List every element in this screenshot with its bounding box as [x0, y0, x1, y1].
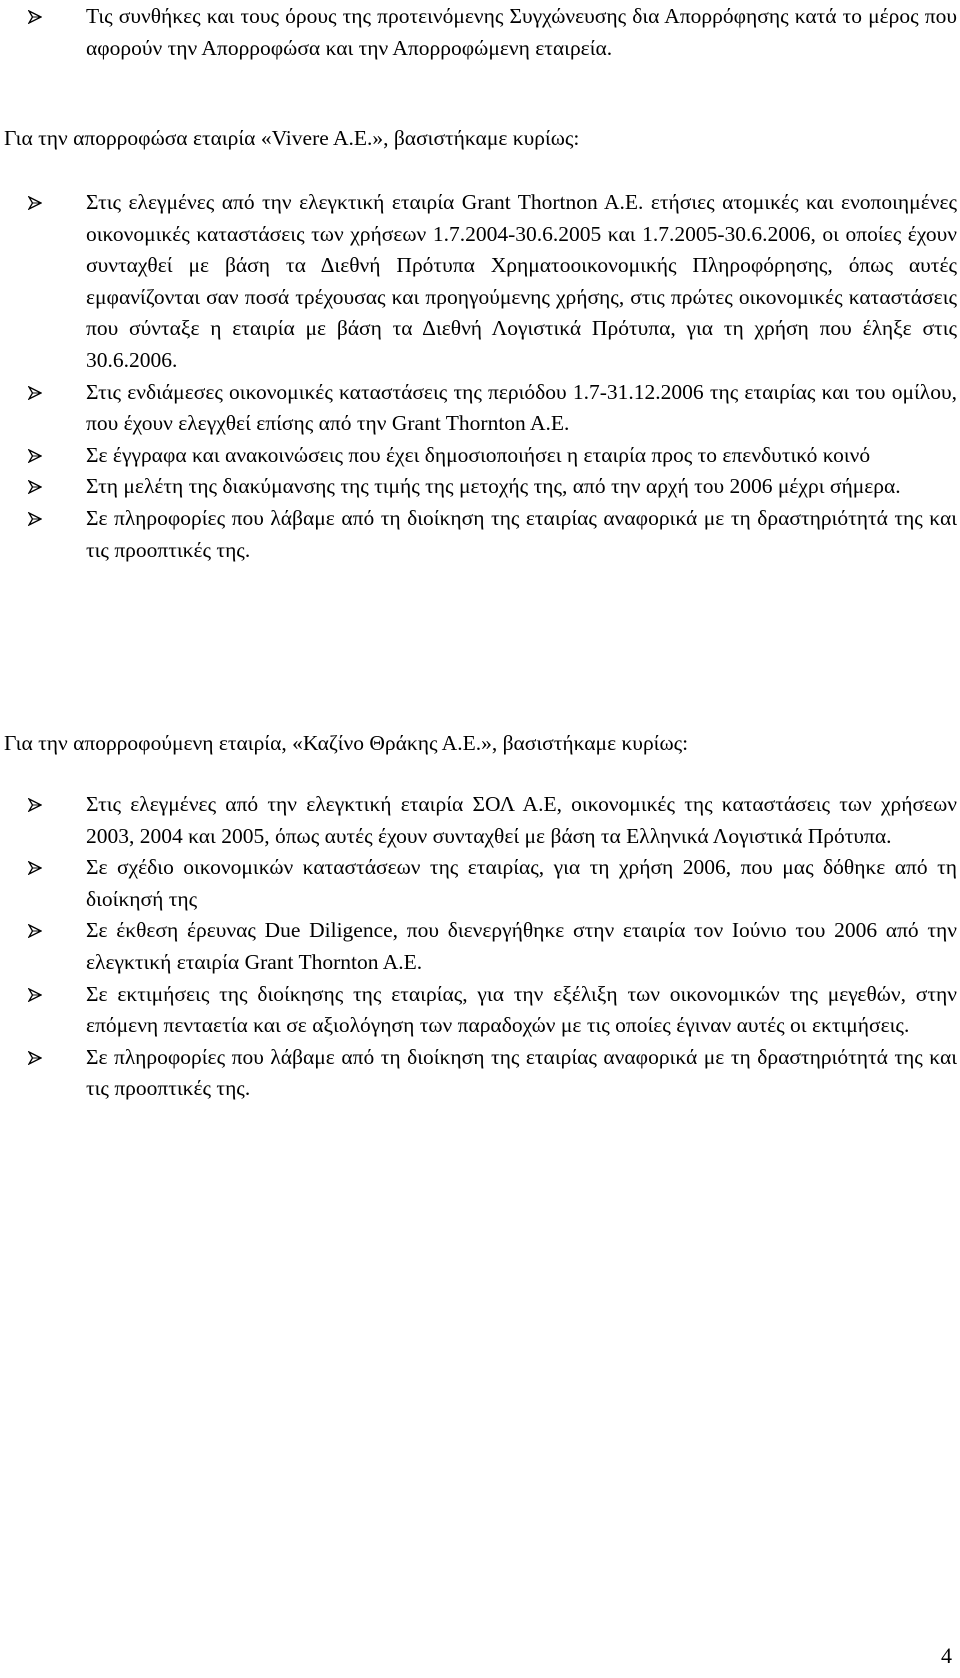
- list-item: [0, 915, 960, 978]
- arrowhead-bullet-icon: [28, 10, 42, 24]
- arrowhead-bullet-icon: [28, 480, 42, 494]
- list-item: [0, 377, 960, 440]
- arrowhead-bullet-icon: [28, 988, 42, 1002]
- list-item: [0, 187, 960, 377]
- list-item-text: Σε σχέδιο οικονομικών καταστάσεων της εταιρίας, για τη χρήση 2006, που μας δόθηκε από τη διοίκησή της: [86, 855, 957, 911]
- list-item: [0, 789, 960, 852]
- list-item-text: Στις ελεγμένες από την ελεγκτική εταιρία Grant Thortnon A.E. ετήσιες ατομικές και ενοποιημένες οικονομικές καταστάσεις των χρήσεων 1.7.2004-30.6.2005 και 1.7.2005-30.6.2006, οι οποίες έχουν συνταχθεί με βάση τα Διεθνή Πρότυπα Χρηματοοικονομικής Πληροφόρησης, όπως αυτές εμφανίζονται σαν ποσά τρέχουσας και προηγούμενης χρήσης, στις πρώτες οικονομικές καταστάσεις που σύνταξε η εταιρία με βάση τα Διεθνή Λογιστικά Πρότυπα, για τη χρήση που έληξε στις 30.6.2006.: [86, 190, 957, 372]
- list-item: [0, 440, 960, 472]
- list-item: [0, 852, 960, 915]
- page-number: 4: [941, 1643, 952, 1668]
- arrowhead-bullet-icon: [28, 924, 42, 938]
- list-item-text: Στις ελεγμένες από την ελεγκτική εταιρία ΣΟΛ Α.Ε, οικονομικές της καταστάσεις των χρήσεων 2003, 2004 και 2005, όπως αυτές έχουν συνταχθεί με βάση τα Ελληνικά Λογιστικά Πρότυπα.: [86, 792, 957, 848]
- bullet-list-absorbing-sources: [0, 187, 960, 566]
- paragraph-absorbing-company: Για την απορροφώσα εταιρία «Vivere A.E.», βασιστήκαμε κυρίως:: [4, 126, 580, 150]
- arrowhead-bullet-icon: [28, 512, 42, 526]
- list-item: [0, 1042, 960, 1105]
- arrowhead-bullet-icon: [28, 386, 42, 400]
- list-item: [0, 503, 960, 566]
- arrowhead-bullet-icon: [28, 449, 42, 463]
- list-item-text: Στη μελέτη της διακύμανσης της τιμής της μετοχής της, από την αρχή του 2006 μέχρι σήμερα.: [86, 474, 901, 499]
- list-item-text: Σε εκτιμήσεις της διοίκησης της εταιρίας, για την εξέλιξη των οικονομικών της μεγεθών, στην επόμενη πενταετία και σε αξιολόγηση των παραδοχών με τις οποίες έγιναν αυτές οι εκτιμήσεις.: [86, 981, 957, 1038]
- list-item-text: Σε πληροφορίες που λάβαμε από τη διοίκηση της εταιρίας αναφορικά με τη δραστηριότητά της και τις προοπτικές της.: [86, 1044, 957, 1101]
- list-item-text: Σε πληροφορίες που λάβαμε από τη διοίκηση της εταιρίας αναφορικά με τη δραστηριότητά της και τις προοπτικές της.: [86, 505, 957, 562]
- list-item-text: Σε έγγραφα και ανακοινώσεις που έχει δημοσιοποιήσει η εταιρία προς το επενδυτικό κοινό: [86, 442, 871, 467]
- arrowhead-bullet-icon: [28, 861, 42, 875]
- list-item: [0, 1, 960, 64]
- arrowhead-bullet-icon: [28, 798, 42, 812]
- bullet-list-conditions: [0, 1, 960, 64]
- paragraph-absorbed-company: Για την απορροφούμενη εταιρία, «Καζίνο Θράκης Α.Ε.», βασιστήκαμε κυρίως:: [4, 731, 689, 755]
- arrowhead-bullet-icon: [28, 196, 42, 210]
- arrowhead-bullet-icon: [28, 1051, 42, 1065]
- list-item-text: Τις συνθήκες και τους όρους της προτεινόμενης Συγχώνευσης δια Απορρόφησης κατά το μέρος που αφορούν την Απορροφώσα και την Απορροφώμενη εταιρεία.: [86, 4, 957, 60]
- list-item: [0, 979, 960, 1042]
- list-item: [0, 471, 960, 503]
- list-item-text: Στις ενδιάμεσες οικονομικές καταστάσεις της περιόδου 1.7-31.12.2006 της εταιρίας και του ομίλου, που έχουν ελεγχθεί επίσης από την Grant Thornton A.E.: [86, 379, 957, 436]
- list-item-text: Σε έκθεση έρευνας Due Diligence, που διενεργήθηκε στην εταιρία τον Ιούνιο του 2006 από την ελεγκτική εταιρία Grant Thornton A.E.: [86, 918, 957, 974]
- bullet-list-absorbed-sources: [0, 789, 960, 1105]
